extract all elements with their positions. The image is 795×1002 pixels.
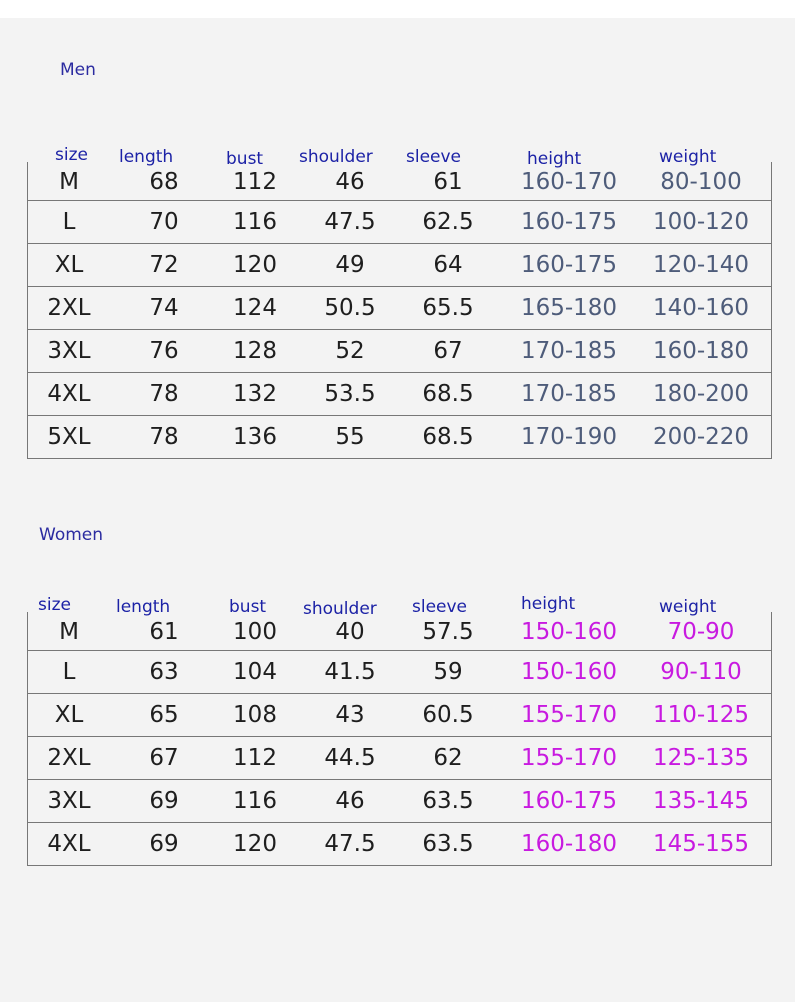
table-row [28,162,771,200]
size-cell: L [62,209,76,235]
sleeve-cell: 68.5 [422,424,474,450]
bust-cell: 128 [233,338,277,364]
size-cell: 3XL [47,788,91,814]
table-row [28,329,771,372]
length-cell: 69 [149,831,179,857]
men-header-sleeve: sleeve [406,147,462,167]
table-row [28,822,771,865]
weight-cell: 160-180 [652,338,750,364]
weight-cell: 70-90 [667,619,735,645]
shoulder-cell: 44.5 [324,745,376,771]
weight-cell: 110-125 [652,702,750,728]
shoulder-cell: 46 [335,169,365,195]
women-header-height: height [521,594,576,614]
length-cell: 61 [149,619,179,645]
bust-cell: 116 [233,788,277,814]
men-header-bust: bust [226,149,264,169]
size-cell: XL [54,702,84,728]
length-cell: 74 [149,295,179,321]
weight-cell: 180-200 [652,381,750,407]
women-header-length: length [116,597,171,617]
size-cell: 4XL [47,381,91,407]
bust-cell: 104 [233,659,277,685]
weight-cell: 100-120 [652,209,750,235]
bust-cell: 120 [233,252,277,278]
size-cell: 3XL [47,338,91,364]
size-cell: 2XL [47,745,91,771]
sleeve-cell: 67 [433,338,463,364]
table-row [28,286,771,329]
weight-cell: 135-145 [652,788,750,814]
length-cell: 78 [149,424,179,450]
shoulder-cell: 41.5 [324,659,376,685]
men-header-weight: weight [659,147,717,167]
height-cell: 160-175 [520,209,618,235]
length-cell: 72 [149,252,179,278]
bust-cell: 116 [233,209,277,235]
size-cell: 4XL [47,831,91,857]
height-cell: 155-170 [520,702,618,728]
weight-cell: 90-110 [660,659,742,685]
bust-cell: 124 [233,295,277,321]
length-cell: 67 [149,745,179,771]
sleeve-cell: 59 [433,659,463,685]
shoulder-cell: 43 [335,702,365,728]
size-cell: 5XL [47,424,91,450]
length-cell: 65 [149,702,179,728]
height-cell: 170-185 [520,381,618,407]
women-header-shoulder: shoulder [303,599,377,619]
size-cell: 2XL [47,295,91,321]
size-cell: M [59,619,79,645]
sleeve-cell: 62 [433,745,463,771]
men-header-height: height [527,149,582,169]
table-row [28,650,771,693]
weight-cell: 80-100 [660,169,742,195]
height-cell: 170-190 [520,424,618,450]
table-row [28,612,771,650]
sleeve-cell: 63.5 [422,788,474,814]
length-cell: 63 [149,659,179,685]
sleeve-cell: 62.5 [422,209,474,235]
shoulder-cell: 47.5 [324,209,376,235]
length-cell: 69 [149,788,179,814]
weight-cell: 140-160 [652,295,750,321]
women-section-title: Women [39,525,104,545]
table-row [28,243,771,286]
weight-cell: 200-220 [652,424,750,450]
women-header-sleeve: sleeve [412,597,468,617]
women-header-size: size [38,595,71,615]
shoulder-cell: 49 [335,252,365,278]
height-cell: 165-180 [520,295,618,321]
height-cell: 160-175 [520,252,618,278]
bust-cell: 132 [233,381,277,407]
shoulder-cell: 40 [335,619,365,645]
men-section-title: Men [60,60,96,80]
shoulder-cell: 52 [335,338,365,364]
table-row [28,200,771,243]
length-cell: 68 [149,169,179,195]
shoulder-cell: 47.5 [324,831,376,857]
size-cell: L [62,659,76,685]
shoulder-cell: 53.5 [324,381,376,407]
weight-cell: 125-135 [652,745,750,771]
men-header-size: size [55,145,88,165]
shoulder-cell: 55 [335,424,365,450]
height-cell: 160-175 [520,788,618,814]
height-cell: 150-160 [520,659,618,685]
weight-cell: 145-155 [652,831,750,857]
sleeve-cell: 65.5 [422,295,474,321]
table-row [28,779,771,822]
table-row [28,372,771,415]
sleeve-cell: 57.5 [422,619,474,645]
men-header-length: length [119,147,174,167]
men-header-shoulder: shoulder [299,147,373,167]
bust-cell: 112 [233,169,277,195]
bust-cell: 136 [233,424,277,450]
shoulder-cell: 46 [335,788,365,814]
size-cell: M [59,169,79,195]
height-cell: 160-170 [520,169,618,195]
table-row [28,736,771,779]
sleeve-cell: 68.5 [422,381,474,407]
sleeve-cell: 63.5 [422,831,474,857]
table-row [28,415,771,458]
height-cell: 170-185 [520,338,618,364]
height-cell: 155-170 [520,745,618,771]
women-size-table [27,612,772,866]
women-header-bust: bust [229,597,267,617]
weight-cell: 120-140 [652,252,750,278]
sleeve-cell: 61 [433,169,463,195]
height-cell: 160-180 [520,831,618,857]
bust-cell: 100 [233,619,277,645]
length-cell: 76 [149,338,179,364]
women-header-weight: weight [659,597,717,617]
sleeve-cell: 60.5 [422,702,474,728]
size-cell: XL [54,252,84,278]
men-size-table [27,162,772,459]
top-band [0,0,795,18]
sleeve-cell: 64 [433,252,463,278]
table-row [28,693,771,736]
length-cell: 78 [149,381,179,407]
length-cell: 70 [149,209,179,235]
height-cell: 150-160 [520,619,618,645]
bust-cell: 112 [233,745,277,771]
bust-cell: 120 [233,831,277,857]
bust-cell: 108 [233,702,277,728]
shoulder-cell: 50.5 [324,295,376,321]
